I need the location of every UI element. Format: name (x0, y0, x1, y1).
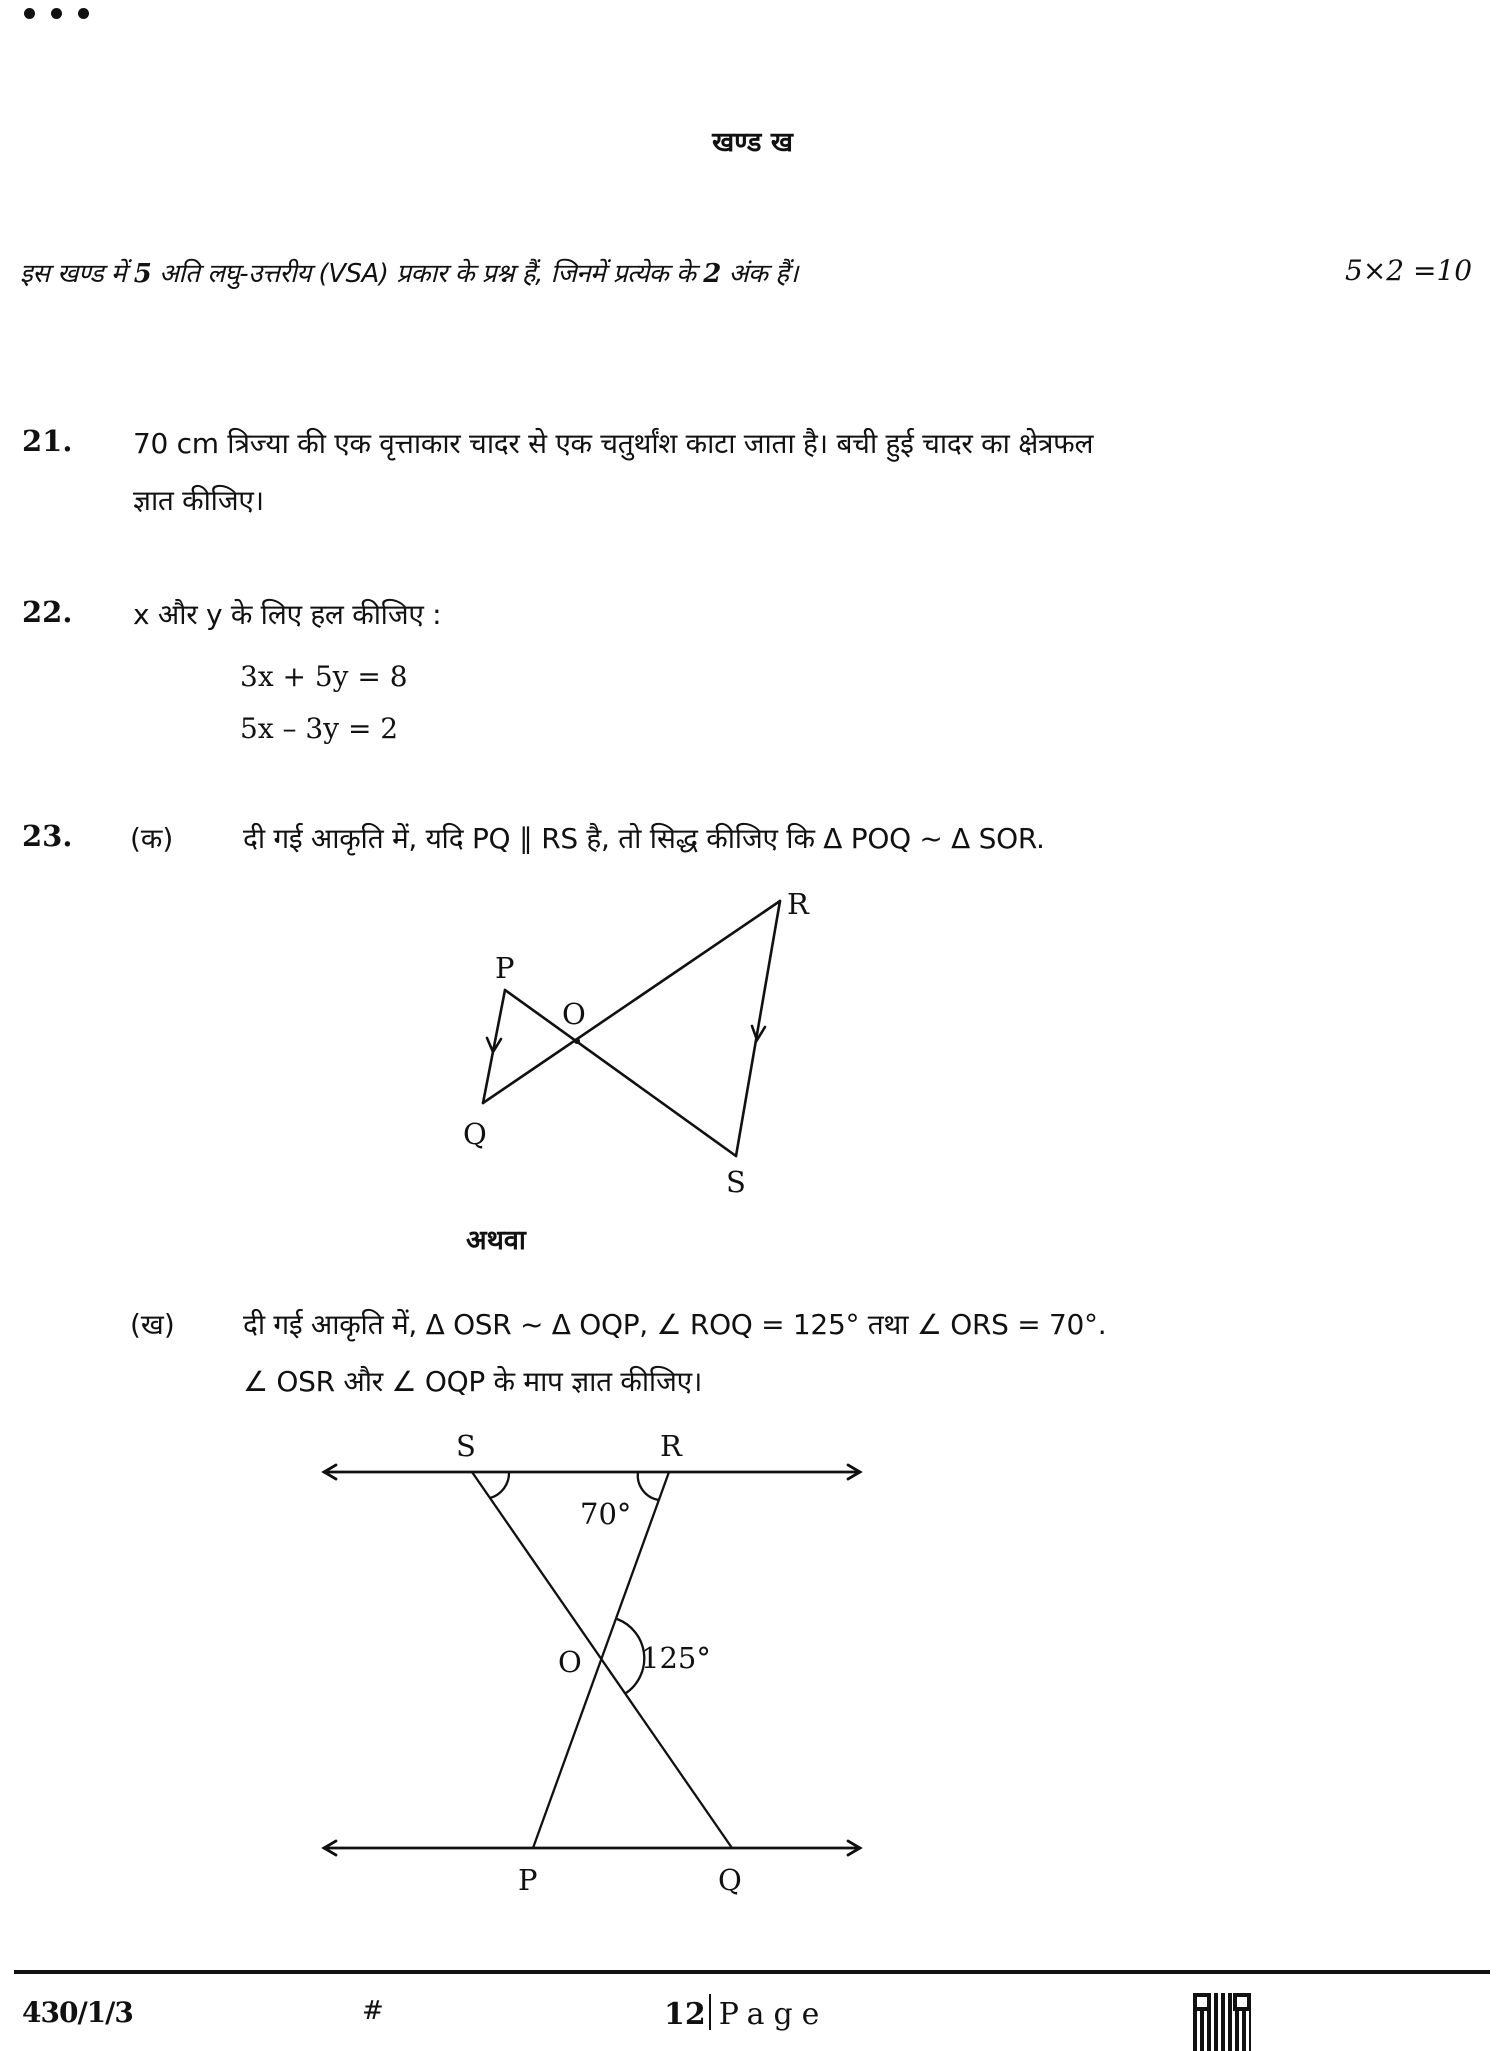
qr-code-icon (1193, 1993, 1251, 2051)
page-number-value: 12 (664, 1997, 706, 2032)
label-p: P (518, 1863, 538, 1897)
label-q: Q (718, 1863, 742, 1897)
angle-roq-value: 125° (641, 1641, 711, 1675)
question-count: 5 (133, 259, 152, 289)
angle-ors-arc (638, 1472, 659, 1500)
footer-hash: # (362, 1996, 384, 2026)
equation-2: 5x – 3y = 2 (240, 712, 399, 745)
part-b-label: (ख) (130, 1308, 175, 1341)
page-number (664, 1994, 828, 2032)
label-s: S (726, 1165, 746, 1199)
label-p: P (495, 951, 515, 985)
part-a-label: (क) (130, 822, 174, 855)
question-number-21: 21. (22, 424, 73, 458)
question-22-prompt: x और y के लिए हल कीजिए : (133, 598, 442, 631)
label-q: Q (463, 1117, 487, 1151)
section-title: खण्ड ख (712, 127, 793, 158)
question-21-text-line1: 70 cm त्रिज्या की एक वृत्ताकार चादर से एक चतुर्थांश काटा जाता है। बची हुई चादर का क्षेत्रफल (133, 427, 1094, 460)
question-number-22: 22. (22, 595, 73, 629)
label-o: O (558, 1645, 582, 1679)
angle-osr-arc (490, 1472, 509, 1498)
question-21-text-line2: ज्ञात कीजिए। (133, 484, 264, 517)
instruction-text: इस खण्ड में (20, 259, 134, 289)
question-23a-text: दी गई आकृति में, यदि PQ ∥ RS है, तो सिद्ध कीजिए कि Δ POQ ~ Δ SOR. (243, 822, 1045, 855)
instruction-text: अति लघु-उत्तरीय (VSA) प्रकार के प्रश्न हैं, जिनमें प्रत्येक के (151, 259, 704, 289)
question-number-23: 23. (22, 819, 73, 853)
question-23b-text-line2: ∠ OSR और ∠ OQP के माप ज्ञात कीजिए। (243, 1365, 703, 1398)
page-separator (709, 1994, 711, 2030)
instruction-text: अंक हैं। (720, 259, 798, 289)
label-o: O (562, 997, 586, 1031)
question-23b-text-line1: दी गई आकृति में, Δ OSR ~ Δ OQP, ∠ ROQ = 125° तथा ∠ ORS = 70°. (243, 1308, 1107, 1341)
section-marks: 5×2 =10 (1345, 254, 1473, 287)
or-label: अथवा (466, 1225, 526, 1256)
label-r: R (787, 887, 809, 921)
paper-code: 430/1/3 (22, 1996, 133, 2029)
angle-ors-value: 70° (580, 1497, 632, 1531)
label-r: R (660, 1429, 682, 1463)
equation-1: 3x + 5y = 8 (240, 660, 408, 693)
label-s: S (456, 1429, 476, 1463)
footer-divider (14, 1970, 1490, 1974)
marks-each: 2 (703, 259, 721, 289)
page-word: Page (718, 1997, 829, 2032)
